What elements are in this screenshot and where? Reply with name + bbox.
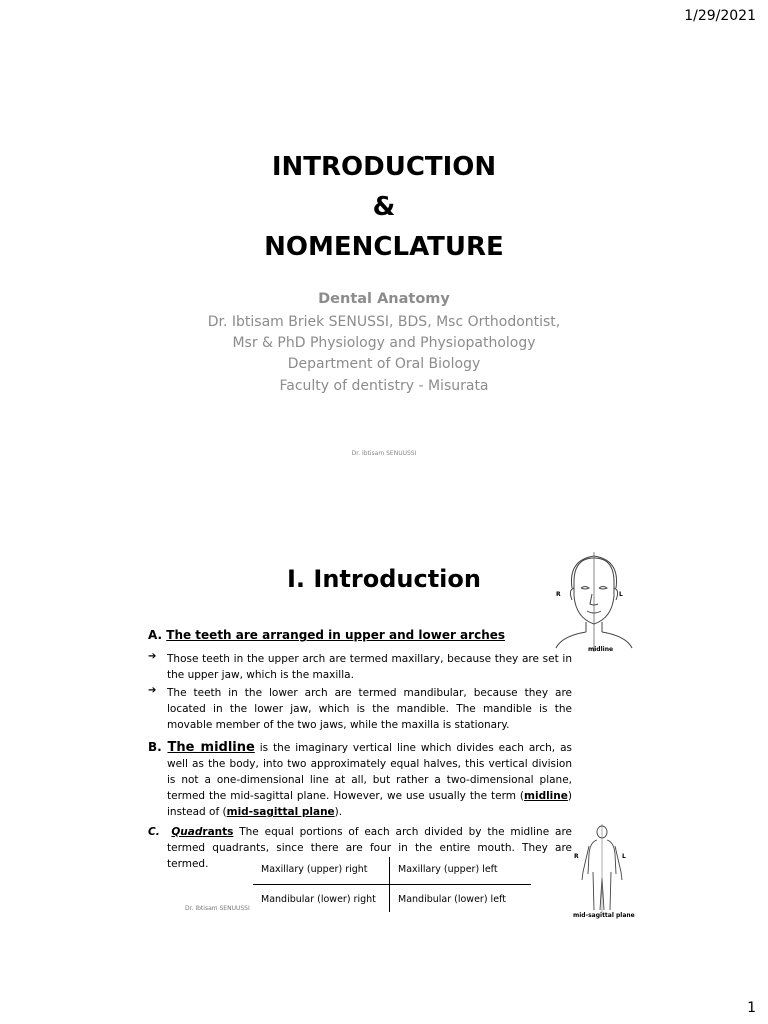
section-a-bullet-1 [148,651,572,683]
slide2-footer: Dr. Ibtisam SENUUSSI [185,905,250,912]
section-b [148,739,572,820]
section-b-text-1: is the imaginary vertical line which divides each arch, as well as the body, into two approximately equal halves, this vertical division is not a one-dimensional line at all, but rather a two-dimensional plane, termed the mid-sagittal plane. However, we use usually the term ( [167,742,572,802]
section-b-term-plane: mid-sagittal plane [226,806,335,818]
quadrant-lower-left: Mandibular (lower) left [398,894,506,905]
section-c-term-italic: Quad [171,826,203,838]
body-label-r: R [574,853,579,860]
quadrant-table [253,857,531,912]
section-a-bullet-1-text: Those teeth in the upper arch are termed maxillary, because they are set in the upper jaw, which is the maxilla. [167,653,572,681]
slide2-title: I. Introduction [287,565,481,593]
body-label-l: L [622,853,626,860]
slide1-footer: Dr. Ibtisam SENUUSSI [351,450,417,457]
eye-right [599,587,607,590]
quadrant-table-horizontal-divider [253,884,531,885]
ear-right [614,588,618,600]
section-a-bullet-2-text: The teeth in the lower arch are termed mandibular, because they are located in the lower jaw, which is the mandible. The mandible is the movable member of the two jaws, while the maxilla is stationary. [167,687,572,731]
eye-left [581,587,589,590]
face-caption: midline [588,646,614,653]
quadrant-upper-left: Maxillary (upper) left [398,864,498,875]
face-label-l: L [619,591,623,598]
slide1-subtitle-heading: Dental Anatomy [318,291,450,307]
slide1-title-line-2: & [372,192,396,222]
slide1-title-line-3: NOMENCLATURE [264,232,504,262]
slide1-degree-line: Msr & PhD Physiology and Physiopathology [232,335,536,351]
page-number: 1 [747,1000,756,1016]
face-midline-figure [552,552,636,654]
section-b-term: The midline [167,740,255,755]
body-arm-right [615,846,622,880]
section-c-letter: C. [148,826,160,838]
slide1-title-line-1: INTRODUCTION [271,152,497,182]
body-arm-left [582,846,589,880]
section-b-term-midline: midline [524,790,568,802]
section-a-heading [148,628,505,642]
section-a-bullet-2 [148,685,572,733]
arrow-icon: ➔ [148,685,157,696]
slide1-author-line: Dr. Ibtisam Briek SENUSSI, BDS, Msc Orthodontist, [207,314,561,330]
section-a-letter: A. [148,628,163,642]
section-b-paragraph [148,739,572,820]
body-midsagittal-figure [576,824,628,914]
slide1-faculty-line: Faculty of dentistry - Misurata [279,378,489,394]
section-b-text-2: ) instead of ( [167,790,572,818]
slide1-department-line: Department of Oral Biology [287,356,481,372]
section-b-text-3: ). [334,806,343,818]
quadrant-lower-right: Mandibular (lower) right [261,894,376,905]
section-a-heading-text: The teeth are arranged in upper and lower arches [166,628,506,642]
body-caption: mid-sagittal plane [573,912,635,919]
page-date: 1/29/2021 [684,8,756,24]
face-label-r: R [556,591,561,598]
ear-left [570,588,574,600]
quadrant-upper-right: Maxillary (upper) right [261,864,368,875]
section-b-letter: B. [148,740,162,754]
section-c-term-rest: rants [202,826,234,838]
arrow-icon: ➔ [148,651,157,662]
section-c-text: The equal portions of each arch divided by the midline are termed quadrants, since there are four in the entire mouth. They are termed. [167,826,572,870]
